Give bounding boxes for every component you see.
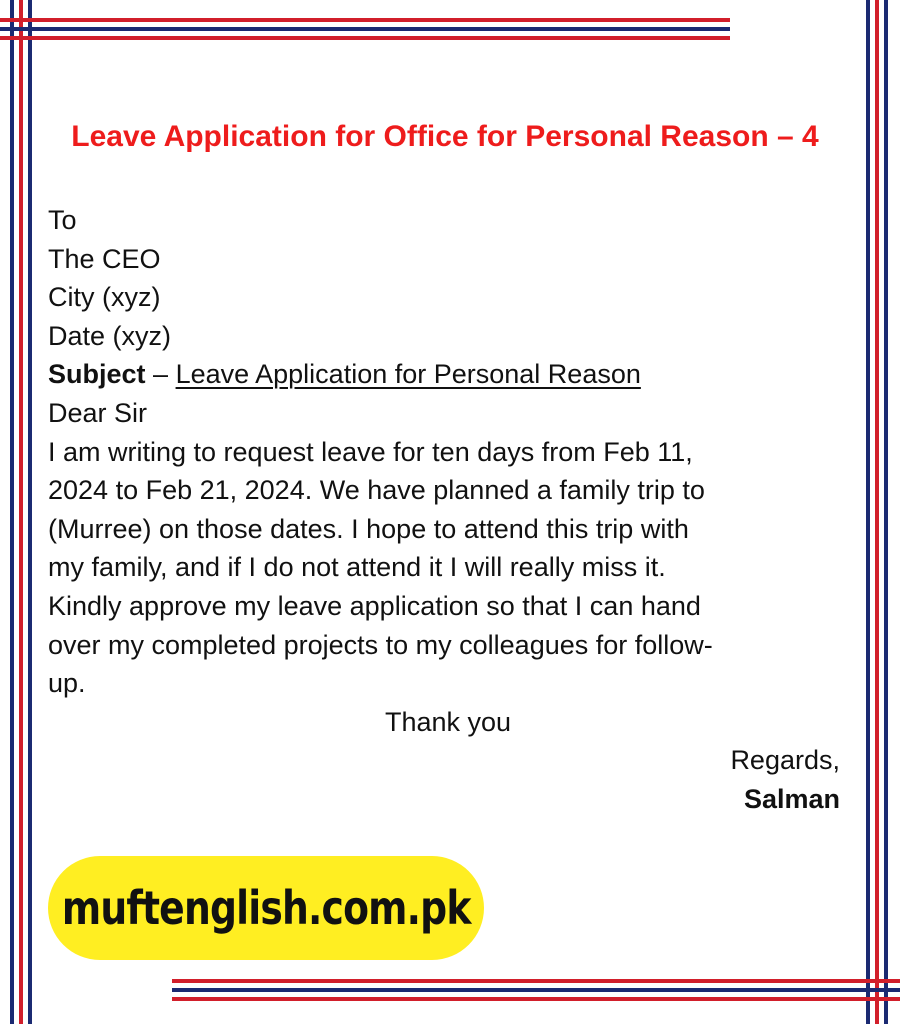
- subject-label: Subject: [48, 359, 146, 390]
- letter-thanks: Thank you: [384, 706, 512, 737]
- letter-recipient: The CEO: [48, 243, 161, 274]
- letter-date: Date (xyz): [48, 320, 172, 351]
- body-line: 2024 to Feb 21, 2024. We have planned a family trip to: [48, 475, 705, 506]
- letter-city: City (xyz): [48, 282, 161, 313]
- letter-to: To: [48, 205, 77, 235]
- border-top-stripe-1: [0, 18, 730, 22]
- border-bottom-stripe-1: [172, 979, 900, 983]
- border-right-stripe-3: [884, 0, 888, 1024]
- border-right-stripe-2: [875, 0, 879, 1024]
- body-line: my family, and if I do not attend it I will really miss it.: [48, 552, 666, 583]
- border-top-stripe-2: [0, 27, 730, 31]
- border-bottom-stripe-3: [172, 997, 900, 1001]
- letter-body: [48, 201, 848, 819]
- letter-subject: [48, 355, 848, 394]
- border-bottom-stripe-2: [172, 988, 900, 992]
- border-left-stripe-1: [10, 0, 14, 1024]
- subject-text: Leave Application for Personal Reason: [175, 359, 641, 390]
- letter-salutation: Dear Sir: [48, 397, 148, 428]
- border-left-stripe-2: [19, 0, 23, 1024]
- body-line: up.: [48, 668, 86, 699]
- body-line: (Murree) on those dates. I hope to attend this trip with: [48, 513, 689, 544]
- website-badge: [48, 856, 484, 960]
- website-badge-text: muftenglish.com.pk: [61, 881, 471, 935]
- border-top-stripe-3: [0, 36, 730, 40]
- letter-closing: Regards,: [730, 745, 840, 776]
- border-left-stripe-3: [28, 0, 32, 1024]
- border-right-stripe-1: [866, 0, 870, 1024]
- body-line: Kindly approve my leave application so that I can hand: [48, 590, 701, 621]
- subject-separator: –: [145, 359, 176, 390]
- body-line: I am writing to request leave for ten days from Feb 11,: [48, 436, 693, 467]
- letter-signature: Salman: [743, 783, 840, 814]
- page-title: Leave Application for Office for Personal Reason – 4: [71, 120, 819, 153]
- body-line: over my completed projects to my colleagues for follow-: [48, 629, 713, 660]
